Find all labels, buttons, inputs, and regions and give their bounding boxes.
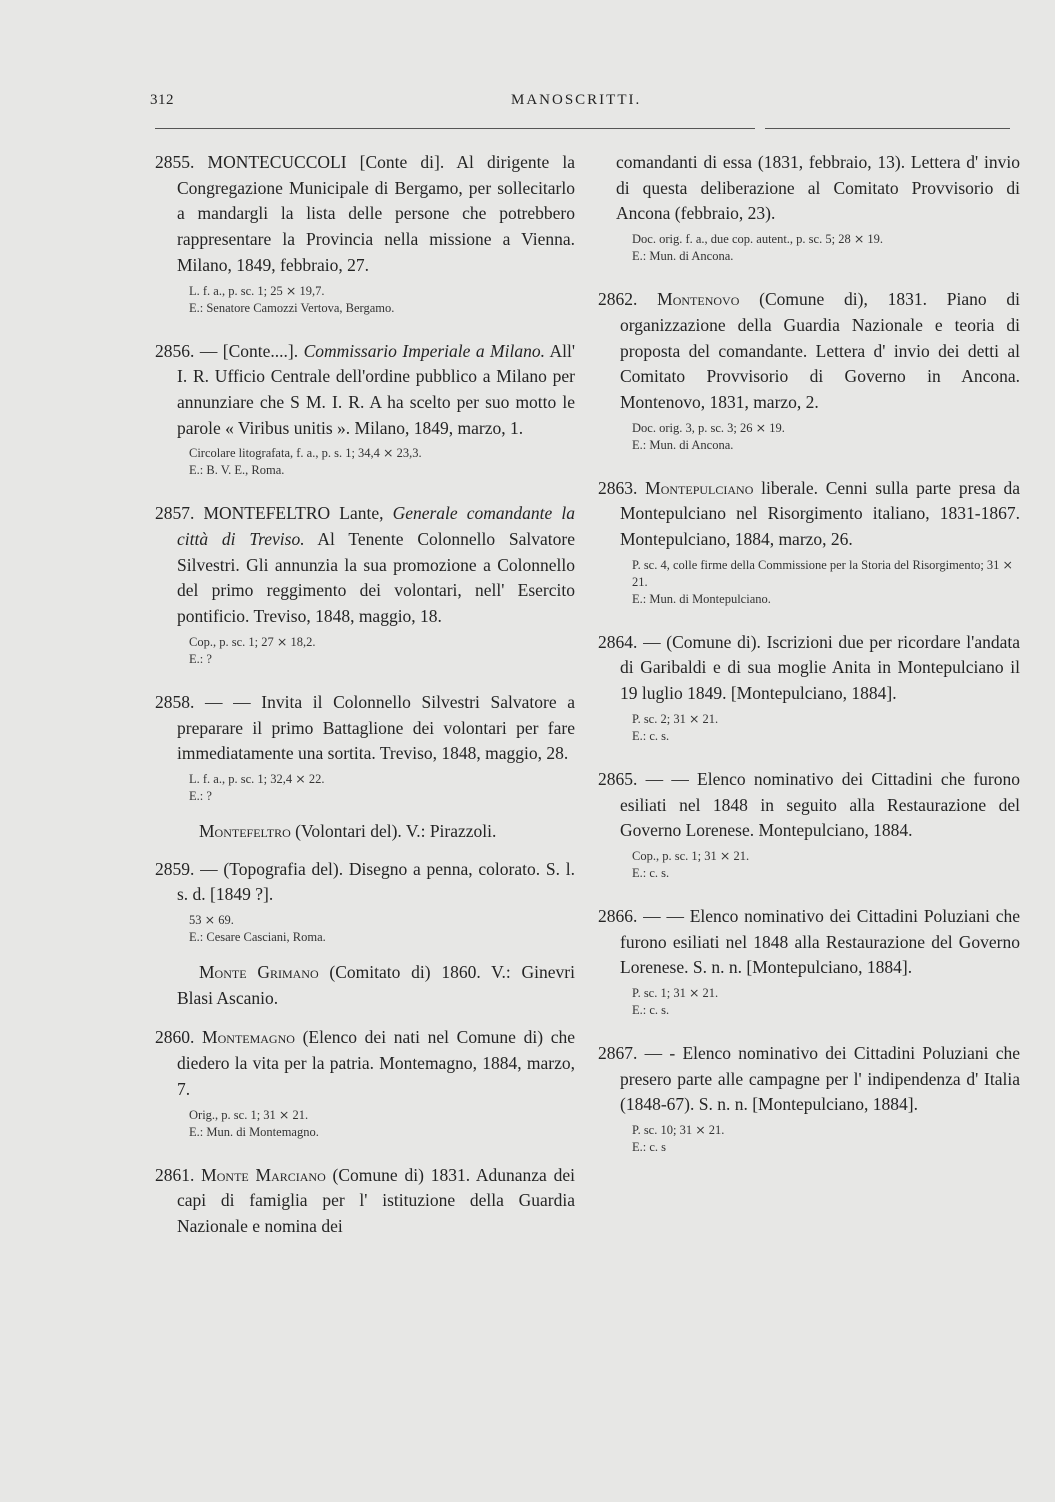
entry-text: 2855. MONTECUCCOLI [Conte di]. Al dirigente la Congregazione Municipale di Bergamo, per sollecitarlo a mandargli la lista delle persone che potrebbero rappresentare la Provincia nella missione a Vienna. Milano, 1849, febbraio, 27. xyxy=(155,152,575,275)
entry-text: 2867. — - Elenco nominativo dei Cittadini Poluziani che presero parte alle campagne per l' indipendenza d' Italia (1848-67). S. n. n. [Montepulciano, 1884]. xyxy=(598,1043,1020,1115)
entry-note: E.: Mun. di Ancona. xyxy=(632,249,734,264)
entry-note: E.: Mun. di Montepulciano. xyxy=(632,591,771,606)
entry-text xyxy=(598,476,1020,553)
entry-text xyxy=(155,1163,575,1240)
entry-title-italic: Generale comandante la città di Treviso. xyxy=(177,503,575,550)
entry-text-part: 2863. xyxy=(598,477,646,498)
entry-title-italic: Commissario Imperiale a Milano. xyxy=(303,340,545,361)
entry-text-part: liberale. Cenni sulla parte presa da Montepulciano nel Risorgimento italiano, 1831-1867. Montepulciano, 1884, marzo, 26. xyxy=(620,477,1021,550)
entry-note: P. sc. 4, colle firme della Commissione per la Storia del Risorgimento; 31 ⨯ 21. xyxy=(632,557,1014,589)
entry-note: E.: ? xyxy=(189,651,212,666)
entry-note: L. f. a., p. sc. 1; 25 ⨯ 19,7. xyxy=(189,283,325,298)
entry-note: E.: c. s. xyxy=(632,865,670,880)
entry-note: Orig., p. sc. 1; 31 ⨯ 21. xyxy=(189,1107,309,1122)
entry-text: 2866. — — Elenco nominativo dei Cittadini Poluziani che furono esiliati nel 1848 alla Restaurazione del Governo Lorenese. S. n. n. [Montepulciano, 1884]. xyxy=(598,905,1020,978)
entry-note: E.: Mun. di Ancona. xyxy=(632,437,734,452)
catalog-entry-2858 xyxy=(155,690,575,805)
entry-note: Cop., p. sc. 1; 27 ⨯ 18,2. xyxy=(189,634,316,649)
catalog-entry-2865 xyxy=(598,767,1020,882)
page-number: 312 xyxy=(150,92,174,108)
header-rule-right xyxy=(765,128,1010,129)
entry-note: P. sc. 1; 31 ⨯ 21. xyxy=(632,986,719,1001)
entry-keyword: Monte Marciano xyxy=(201,1164,326,1185)
entry-note: E.: ? xyxy=(189,788,212,803)
catalog-entry-2857 xyxy=(155,501,575,668)
catalog-entry-2860 xyxy=(155,1025,575,1140)
entry-note: P. sc. 10; 31 ⨯ 21. xyxy=(632,1123,725,1138)
entry-text: 2859. — (Topografia del). Disegno a penna, colorato. S. l. s. d. [1849 ?]. xyxy=(155,858,575,905)
entry-text-part: (Comune di), 1831. Piano di organizzazione della Guardia Nazionale e teoria di proposta del comandante. Lettera d' invio dei detti al Comitato Provvisorio di Governo in Ancona. Montenovo, 1831, marzo, 2. xyxy=(620,289,1021,412)
reference-text: (Volontari del). V.: Pirazzoli. xyxy=(290,820,497,841)
entry-note: P. sc. 2; 31 ⨯ 21. xyxy=(632,711,719,726)
entry-text-part: (Elenco dei nati nel Comune di) che diedero la vita per la patria. Montemagno, 1884, marzo, 7. xyxy=(177,1027,575,1099)
entry-keyword: Montemagno xyxy=(202,1027,295,1048)
reference-keyword: Monte Grimano xyxy=(199,962,319,983)
header-rule-left xyxy=(155,128,755,129)
catalog-entry-2863 xyxy=(598,476,1020,608)
entry-note: E.: c. s. xyxy=(632,728,670,743)
entry-text-part: (Comune di) 1831. Adunanza dei capi di famiglia per l' istituzione della Guardia Nazionale e nomina dei xyxy=(177,1164,575,1236)
entry-text: comandanti di essa (1831, febbraio, 13). Lettera d' invio di questa deliberazione al Comitato Provvisorio di Ancona (febbraio, 23). xyxy=(616,152,1020,224)
entry-note: E.: Cesare Casciani, Roma. xyxy=(189,930,326,945)
catalog-entry-2861-continued xyxy=(598,150,1020,265)
catalog-entry-2862 xyxy=(598,287,1020,454)
entry-note: Cop., p. sc. 1; 31 ⨯ 21. xyxy=(632,848,750,863)
entry-text-part: All' I. R. Ufficio Centrale dell'ordine pubblico a Milano per annunziare che S M. I. R. A ha scelto per suo motto le parole « Viribus unitis ». Milano, 1849, marzo, 1. xyxy=(177,340,575,438)
right-column xyxy=(598,150,1020,1178)
entry-keyword: Montepulciano xyxy=(645,477,754,498)
running-title: MANOSCRITTI. xyxy=(511,92,642,108)
catalog-entry-2855 xyxy=(155,150,575,317)
entry-note: Circolare litografata, f. a., p. s. 1; 34,4 ⨯ 23,3. xyxy=(189,446,422,461)
catalog-entry-2867 xyxy=(598,1041,1020,1156)
entry-note: E.: Senatore Camozzi Vertova, Bergamo. xyxy=(189,300,395,315)
entry-text: 2865. — — Elenco nominativo dei Cittadini che furono esiliati nel 1848 in seguito alla Restaurazione del Governo Lorenese. Montepulciano, 1884. xyxy=(598,768,1020,841)
entry-note: L. f. a., p. sc. 1; 32,4 ⨯ 22. xyxy=(189,771,325,786)
catalog-entry-2859 xyxy=(155,857,575,946)
catalog-entry-2866 xyxy=(598,904,1020,1019)
entry-note: E.: Mun. di Montemagno. xyxy=(189,1124,319,1139)
entry-text xyxy=(155,501,575,630)
reference-text: (Comitato di) 1860. V.: Ginevri Blasi Ascanio. xyxy=(177,962,575,1008)
catalog-entry-2856 xyxy=(155,339,575,480)
entry-text-part: Al Tenente Colonnello Salvatore Silvestri. Gli annunzia la sua promozione a Colonnello del primo reggimento dei volontari, nell' Esercito pontificio. Treviso, 1848, maggio, 18. xyxy=(177,529,575,627)
entry-note: Doc. orig. 3, p. sc. 3; 26 ⨯ 19. xyxy=(632,420,785,435)
entry-text: 2858. — — Invita il Colonnello Silvestri Salvatore a preparare il primo Battaglione dei volontari per fare immediatamente una sortita. Treviso, 1848, maggio, 28. xyxy=(155,691,575,764)
entry-text-part: 2862. xyxy=(598,289,658,310)
entry-text-part: 2860. xyxy=(155,1027,203,1048)
entry-text-part: 2857. MONTEFELTRO Lante, xyxy=(155,503,393,524)
catalog-entry-2861 xyxy=(155,1163,575,1240)
entry-text: 2864. — (Comune di). Iscrizioni due per ricordare l'andata di Garibaldi e di sua moglie Anita in Montepulciano il 19 luglio 1849. [Montepulciano, 1884]. xyxy=(598,631,1020,704)
entry-text-part: 2856. — [Conte....]. xyxy=(155,340,304,361)
cross-reference-monte-grimano xyxy=(155,960,575,1011)
entry-text-part: 2861. xyxy=(155,1164,202,1185)
entry-note: E.: c. s xyxy=(632,1140,667,1155)
entry-text xyxy=(598,287,1020,416)
entry-note: E.: c. s. xyxy=(632,1003,670,1018)
entry-note: E.: B. V. E., Roma. xyxy=(189,463,285,478)
cross-reference-montefeltro xyxy=(155,819,575,845)
entry-text xyxy=(155,339,575,442)
entry-note: 53 ⨯ 69. xyxy=(189,913,234,928)
left-column xyxy=(155,150,575,1262)
entry-keyword: Montenovo xyxy=(657,289,740,310)
entry-note: Doc. orig. f. a., due cop. autent., p. sc. 5; 28 ⨯ 19. xyxy=(632,232,884,247)
reference-keyword: Montefeltro xyxy=(199,820,291,841)
entry-text xyxy=(155,1025,575,1102)
catalog-entry-2864 xyxy=(598,630,1020,745)
